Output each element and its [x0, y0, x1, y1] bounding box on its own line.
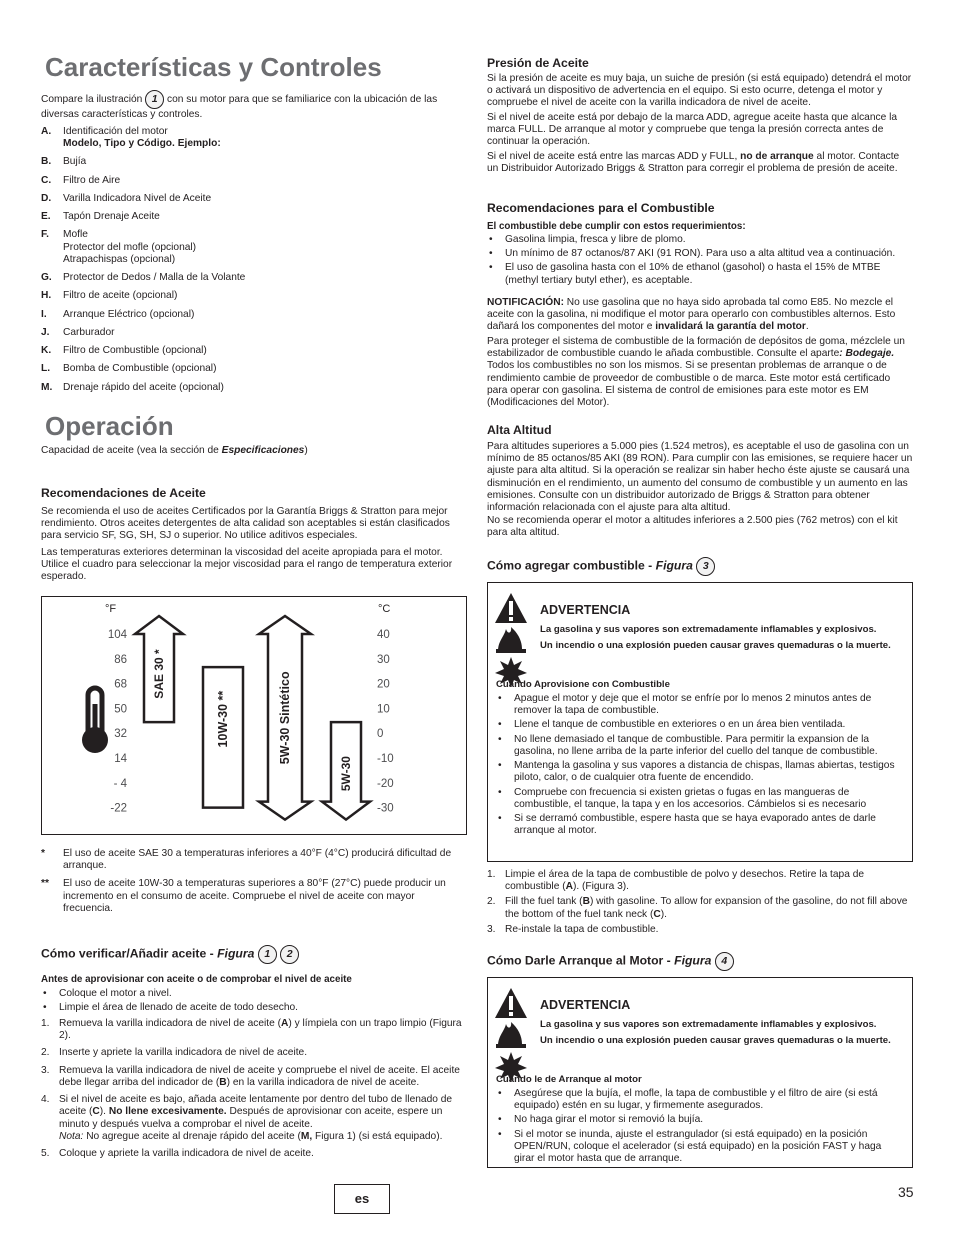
c-tick-label: 30	[377, 653, 390, 666]
warning-line-2: Un incendio o una explosión pueden causar graves quemaduras o la muerte.	[540, 1034, 891, 1046]
characteristics-list	[41, 126, 461, 400]
c-tick-label: -10	[377, 753, 394, 765]
warning-when: Cuando le de Arranque al motor	[496, 1074, 642, 1085]
language-tab: es	[334, 1184, 390, 1214]
start-engine-warning-box	[487, 977, 913, 1168]
list-item: 2. Fill the fuel tank (B) with gasoline. To allow for expansion of the gasoline, do not fill above the bottom of the fuel tank neck (C).	[487, 896, 908, 920]
viscosity-footnotes	[41, 848, 467, 921]
list-item: H. Filtro de aceite (opcional)	[41, 290, 178, 302]
oil-pressure-p3: Si el nivel de aceite está entre las marcas ADD y FULL, no de arranque al motor. Contacte un Distribuidor Autorizado Briggs & Stratton para corregir el problema de presión de aceite.	[487, 151, 900, 175]
list-item: • Un mínimo de 87 octanos/87 AKI (91 RON). Para uso a alta altitud vea a continuación.	[487, 248, 899, 260]
oil-pressure-heading: Presión de Aceite	[487, 56, 589, 70]
add-fuel-warning-box	[487, 582, 913, 862]
list-item: • Coloque el motor a nivel.	[41, 988, 467, 1000]
list-item: 5. Coloque y apriete la varilla indicadora de nivel de aceite.	[41, 1148, 314, 1160]
characteristics-title: Características y Controles	[45, 52, 382, 82]
figure-2-badge: 2	[280, 945, 299, 964]
viscosity-band-label: 10W-30 **	[216, 690, 230, 748]
list-item: A. Identificación del motor Modelo, Tipo y Código. Ejemplo:	[41, 126, 221, 150]
chart-frame	[42, 597, 467, 835]
c-tick-label: 20	[377, 678, 390, 691]
warning-triangle-icon	[495, 988, 527, 1018]
list-item: • No haga girar el motor si removió la bujía.	[496, 1114, 900, 1126]
list-item: J. Carburador	[41, 326, 115, 338]
fuel-req-bullets	[487, 234, 899, 289]
characteristics-intro: Compare la ilustración 1 con su motor para que se familiarice con la ubicación de las diversas características y controles.	[41, 90, 467, 121]
check-oil-heading: Cómo verificar/Añadir aceite - Figura 1 2	[41, 945, 299, 964]
oil-recs-heading: Recomendaciones de Aceite	[41, 486, 206, 500]
altitude-heading: Alta Altitud	[487, 423, 552, 437]
c-tick-label: -30	[377, 802, 394, 815]
list-item: • Gasolina limpia, fresca y libre de plomo.	[487, 234, 899, 246]
page-number: 35	[898, 1184, 914, 1200]
figure-1-badge: 1	[145, 90, 164, 109]
list-item: • Compruebe con frecuencia si existen grietas o fugas en las mangueras de combustible, el tanque, la tapa y en los accesorios. Cámbielos si es necesario	[496, 787, 900, 811]
warning-line-1: La gasolina y sus vapores son extremadamente inflamables y explosivos.	[540, 1019, 877, 1030]
list-item: E. Tapón Drenaje Aceite	[41, 211, 160, 223]
f-tick-label: -22	[110, 802, 127, 815]
oil-pressure-p1: Si la presión de aceite es muy baja, un suiche de presión (si está equipado) detendrá el motor o activará un dispositivo de advertencia en el equipo. Si esto ocurre, detenga el motor y compruebe el nivel de aceite con la varilla indicadora de nivel de aceite.	[487, 73, 912, 109]
altitude-p2: No se recomienda operar el motor a altitudes inferiores a 2.500 pies (762 metros) con el kit para alta altitud.	[487, 515, 898, 539]
viscosity-chart	[41, 596, 467, 835]
list-item: 1. Remueva la varilla indicadora de nivel de aceite (A) y límpiela con un trapo limpio (Figura 2).	[41, 1018, 462, 1042]
oil-capacity-note: Capacidad de aceite (vea la sección de Especificaciones)	[41, 445, 308, 456]
list-item: • Llene el tanque de combustible en exteriores o en un área bien ventilada.	[496, 719, 900, 731]
celsius-label: °C	[378, 603, 391, 615]
warning-triangle-icon	[495, 593, 527, 623]
oil-pressure-p2: Si el nivel de aceite está por debajo de la marca ADD, agregue aceite hasta que alcance la marca FULL. De arranque al motor y compruebe que tenga la presión correcta antes de continuar la operación.	[487, 112, 898, 148]
list-item: • Apague el motor y deje que el motor se enfríe por lo menos 2 minutos antes de remover la tapa de combustible.	[496, 693, 900, 717]
fire-icon	[496, 1022, 526, 1048]
list-item: F. Mofle Protector del mofle (opcional) Atrapachispas (opcional)	[41, 229, 197, 265]
viscosity-band-label: 5W-30	[339, 756, 353, 792]
list-item: • Limpie el área de llenado de aceite de todo desecho.	[41, 1002, 467, 1014]
check-oil-bullets	[41, 988, 467, 1016]
fuel-req: El combustible debe cumplir con estos requerimientos:	[487, 221, 746, 232]
list-item: 1. Limpie el área de la tapa de combustible de polvo y desechos. Retire la tapa de combustible (A). (Figura 3).	[487, 869, 865, 893]
f-tick-label: 14	[114, 753, 127, 765]
list-item: C. Filtro de Aire	[41, 174, 121, 186]
warning-icons	[494, 986, 528, 1086]
warning-line-2: Un incendio o una explosión pueden causar graves quemaduras o la muerte.	[540, 639, 891, 651]
f-tick-label: 50	[114, 703, 127, 716]
list-item: K. Filtro de Combustible (opcional)	[41, 345, 207, 357]
list-item: G. Protector de Dedos / Malla de la Volante	[41, 272, 246, 284]
figure-4-badge: 4	[715, 952, 734, 971]
altitude-p1: Para altitudes superiores a 5.000 pies (1.524 metros), es aceptable el uso de gasolina con un mínimo de 85 octanos/85 AKI (89 RON). Para cumplir con las emisiones, se requiere hacer un ajuste para alta altitud. Si la operación se realizar sin haber hecho éste ajuste se causará una disminución en el rendimiento, un aumento del consumo de combustible y un aumento en las emisiones. Consulte con un distribuidor autorizado de Briggs & Stratton para obtener información relacionada con el ajuste para alta altitud.	[487, 441, 913, 514]
warning-bullets	[496, 1088, 900, 1167]
footnote: ** El uso de aceite 10W-30 a temperaturas superiores a 80°F (27°C) puede producir un incremento en el consumo de aceite. Compruebe el nivel de aceite con mayor frecuencia.	[41, 878, 446, 914]
list-item: 4. Si el nivel de aceite es bajo, añada aceite lentamente por dentro del tubo de llenado de aceite (C). No llene excesivamente. Después de aprovisionar con aceite, espere un minuto y después vuelva a comprobar el nivel de aceite. Nota: No agregue aceite al drenaje rápido del aceite (M, Figura 1) (si está equipado).	[41, 1094, 453, 1142]
oil-recs-p2: Las temperaturas exteriores determinan la viscosidad del aceite apropiada para el motor. Utilice el cuadro para seleccionar la mejor viscosidad para el rango de temperatura exterior esperado.	[41, 547, 453, 583]
warning-when: Cuando Aprovisione con Combustible	[496, 679, 670, 690]
check-oil-steps	[41, 1018, 467, 1165]
fahrenheit-label: °F	[105, 603, 117, 615]
viscosity-band-label: 5W-30 Sintético	[278, 671, 292, 765]
f-tick-label: 104	[107, 629, 127, 641]
start-engine-heading: Cómo Darle Arranque al Motor - Figura 4	[487, 952, 734, 971]
list-item: M. Drenaje rápido del aceite (opcional)	[41, 381, 224, 393]
check-oil-pre: Antes de aprovisionar con aceite o de comprobar el nivel de aceite	[41, 974, 352, 985]
f-tick-label: 68	[114, 678, 127, 691]
add-fuel-steps	[487, 869, 913, 941]
operation-title: Operación	[45, 411, 174, 441]
warning-title: ADVERTENCIA	[540, 603, 631, 617]
c-tick-label: 0	[377, 728, 384, 741]
list-item: • Si se derramó combustible, espere hasta que se haya evaporado antes de darle arranque al motor.	[496, 813, 900, 837]
figure-1-badge: 1	[258, 945, 277, 964]
fuel-notice: NOTIFICACIÓN: No use gasolina que no haya sido aprobada tal como E85. No mezcle el aceite con la gasolina, ni modifique el motor para operarlo con combustibles alternos. Esto dañará los componentes del motor e invalidará la garantía del motor.	[487, 297, 896, 333]
fire-icon	[496, 627, 526, 653]
list-item: • El uso de gasolina hasta con el 10% de ethanol (gasohol) o hasta el 15% de MTBE (methyl tertiary butyl ether), es aceptable.	[487, 262, 899, 286]
c-tick-label: -20	[377, 777, 394, 790]
footnote: * El uso de aceite SAE 30 a temperaturas inferiores a 40°F (4°C) producirá dificultad de arranque.	[41, 848, 452, 872]
warning-icons	[494, 591, 528, 691]
warning-title: ADVERTENCIA	[540, 998, 631, 1012]
list-item: 3. Remueva la varilla indicadora de nivel de aceite y compruebe el nivel de aceite. El aceite debe llegar arriba del indicador de (B) en la varilla indicadora de nivel de aceite.	[41, 1064, 460, 1088]
f-tick-label: 32	[114, 728, 127, 741]
list-item: • Si el motor se inunda, ajuste el estrangulador (si está equipado) en la posición OPEN/RUN, coloque el acelerador (si está equipado) en la posición FAST y haga girar el motor hasta que de arranque.	[496, 1129, 900, 1166]
fuel-protect: Para proteger el sistema de combustible de la formación de depósitos de goma, mézclele un estabilizador de combustible cuando le añada combustible. Consulte el aparte: Bodegaje. Todos los combustibles no son los mismos. Si se presentan problemas de arranque o de rendimiento cambie de proveedor de combustible o de marca. Este motor está certificado para operar con gasolina. El sistema de control de emisiones para este motor es EM (Modificaciones del Motor).	[487, 336, 905, 409]
add-fuel-heading: Cómo agregar combustible - Figura 3	[487, 557, 715, 576]
figure-3-badge: 3	[696, 557, 715, 576]
c-tick-label: 40	[377, 629, 390, 641]
list-item: • Mantenga la gasolina y sus vapores a distancia de chispas, llamas abiertas, testigos piloto, calor, o de cualquier otra fuente de encendido.	[496, 760, 900, 784]
list-item: • No llene demasiado el tanque de combustible. Para permitir la expansion de la gasolina, no llene arriba de la parte inferior del cuello del tanque de combustible.	[496, 734, 900, 758]
warning-bullets	[496, 693, 900, 840]
list-item: 3. Re-instale la tapa de combustible.	[487, 923, 659, 935]
fuel-recs-heading: Recomendaciones para el Combustible	[487, 201, 715, 215]
thermometer-icon	[82, 688, 108, 753]
list-item: D. Varilla Indicadora Nivel de Aceite	[41, 192, 212, 204]
oil-recs-p1: Se recomienda el uso de aceites Certificados por la Garantía Briggs & Stratton para mejor rendimiento. Otros aceites detergentes de alta calidad son aceptables si están clasificados para servicio SF, SG, SH, SJ o superior. No utilice aditivos especiales.	[41, 506, 450, 542]
list-item: I. Arranque Eléctrico (opcional)	[41, 308, 195, 320]
viscosity-band-label: SAE 30 *	[152, 649, 166, 699]
c-tick-label: 10	[377, 703, 390, 716]
list-item: B. Bujía	[41, 156, 87, 168]
list-item: L. Bomba de Combustible (opcional)	[41, 363, 217, 375]
list-item: 2. Inserte y apriete la varilla indicadora de nivel de aceite.	[41, 1047, 308, 1059]
f-tick-label: - 4	[113, 777, 127, 790]
list-item: • Asegúrese que la bujía, el mofle, la tapa de combustible y el filtro de aire (si está equipado) estén en su lugar, y firmemente asegurados.	[496, 1088, 900, 1112]
f-tick-label: 86	[114, 653, 127, 666]
warning-line-1: La gasolina y sus vapores son extremadamente inflamables y explosivos.	[540, 624, 877, 635]
